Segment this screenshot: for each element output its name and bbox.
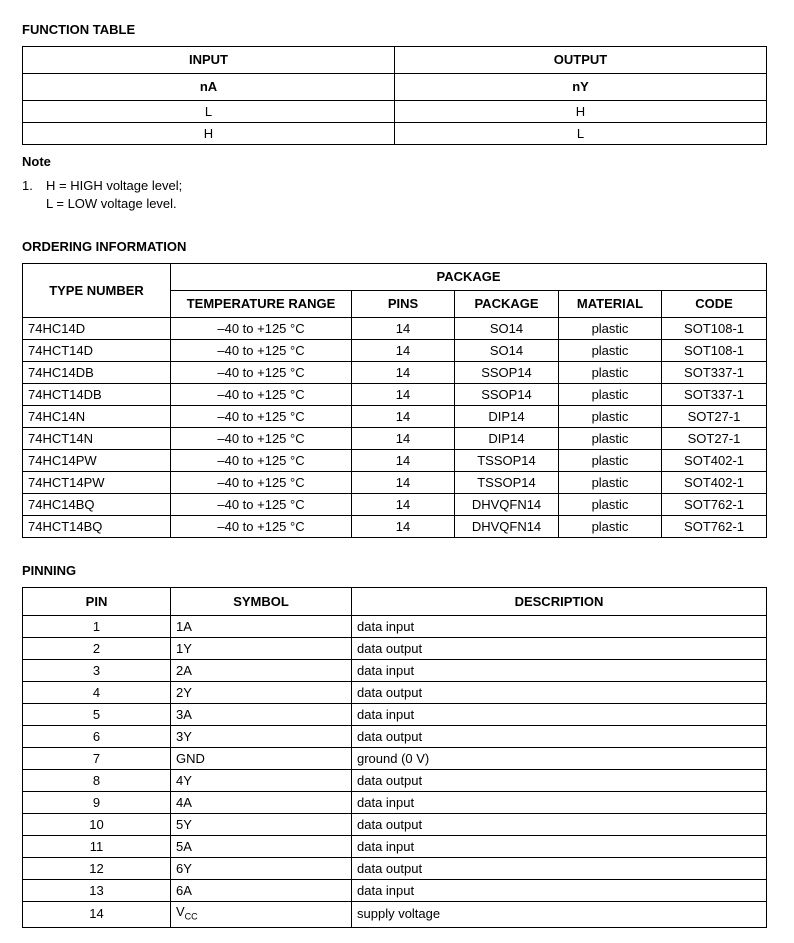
symbol-subscript: CC	[184, 911, 198, 922]
table-cell: 10	[23, 814, 171, 836]
description-header: DESCRIPTION	[352, 588, 767, 616]
table-cell: 14	[352, 384, 455, 406]
table-row	[23, 616, 767, 638]
table-row	[23, 748, 767, 770]
table-cell: data input	[352, 660, 767, 682]
table-cell: data input	[352, 836, 767, 858]
table-row	[23, 318, 767, 340]
function-table-header-output: OUTPUT	[395, 47, 767, 74]
table-row	[23, 638, 767, 660]
table-cell: 14	[352, 516, 455, 538]
table-cell: 74HCT14PW	[23, 472, 171, 494]
table-cell: 8	[23, 770, 171, 792]
function-table-subheader-input: nA	[23, 74, 395, 101]
table-row	[23, 726, 767, 748]
table-cell: 14	[352, 362, 455, 384]
table-cell: 74HC14BQ	[23, 494, 171, 516]
table-cell: supply voltage	[352, 902, 767, 928]
pin-header: PIN	[23, 588, 171, 616]
table-cell: data output	[352, 682, 767, 704]
table-cell: L	[395, 123, 767, 145]
table-cell: plastic	[559, 318, 662, 340]
table-row	[23, 836, 767, 858]
table-cell: 6A	[171, 880, 352, 902]
table-cell: –40 to +125 °C	[171, 494, 352, 516]
table-cell: 14	[352, 318, 455, 340]
table-cell: SOT337-1	[662, 384, 767, 406]
pinning-table	[22, 587, 767, 928]
table-row	[23, 101, 767, 123]
table-cell: SOT108-1	[662, 340, 767, 362]
table-cell: 14	[352, 340, 455, 362]
pinning-title: PINNING	[22, 563, 77, 578]
table-cell: SOT762-1	[662, 516, 767, 538]
table-cell: TSSOP14	[455, 472, 559, 494]
table-cell: –40 to +125 °C	[171, 450, 352, 472]
table-cell: –40 to +125 °C	[171, 428, 352, 450]
table-cell: 74HCT14N	[23, 428, 171, 450]
table-cell: 74HC14DB	[23, 362, 171, 384]
note-list	[22, 177, 182, 213]
table-cell: 6	[23, 726, 171, 748]
table-cell: data input	[352, 880, 767, 902]
table-row	[23, 814, 767, 836]
table-cell: 74HC14D	[23, 318, 171, 340]
table-cell: 5A	[171, 836, 352, 858]
table-cell: 2Y	[171, 682, 352, 704]
table-cell: plastic	[559, 516, 662, 538]
ordering-table	[22, 263, 767, 538]
table-cell: –40 to +125 °C	[171, 362, 352, 384]
table-row	[23, 770, 767, 792]
table-row	[23, 494, 767, 516]
table-cell: SSOP14	[455, 362, 559, 384]
table-cell: H	[395, 101, 767, 123]
table-cell: 11	[23, 836, 171, 858]
table-cell: 3Y	[171, 726, 352, 748]
table-cell: SOT402-1	[662, 450, 767, 472]
table-cell: 1Y	[171, 638, 352, 660]
package-header: PACKAGE	[455, 291, 559, 318]
table-cell: 2	[23, 638, 171, 660]
table-cell: data output	[352, 638, 767, 660]
table-cell: plastic	[559, 340, 662, 362]
table-row	[23, 704, 767, 726]
table-cell: SOT402-1	[662, 472, 767, 494]
table-cell: 74HC14PW	[23, 450, 171, 472]
note-number: 1.	[22, 178, 33, 193]
table-row	[23, 472, 767, 494]
table-cell: plastic	[559, 362, 662, 384]
table-cell: DHVQFN14	[455, 494, 559, 516]
table-cell: 14	[352, 494, 455, 516]
table-cell: –40 to +125 °C	[171, 516, 352, 538]
table-cell: DIP14	[455, 406, 559, 428]
table-row	[23, 902, 767, 928]
table-row	[23, 340, 767, 362]
table-cell: GND	[171, 748, 352, 770]
table-row	[23, 123, 767, 145]
table-row	[23, 516, 767, 538]
table-cell: SOT108-1	[662, 318, 767, 340]
table-cell: 74HCT14BQ	[23, 516, 171, 538]
table-cell: 1A	[171, 616, 352, 638]
table-cell: SOT27-1	[662, 406, 767, 428]
table-cell: data input	[352, 704, 767, 726]
table-cell: DHVQFN14	[455, 516, 559, 538]
code-header: CODE	[662, 291, 767, 318]
table-cell: H	[23, 123, 395, 145]
table-cell: 14	[352, 428, 455, 450]
table-cell: –40 to +125 °C	[171, 340, 352, 362]
table-cell: 2A	[171, 660, 352, 682]
table-cell: 4A	[171, 792, 352, 814]
function-table-header-input: INPUT	[23, 47, 395, 74]
table-row	[23, 880, 767, 902]
table-cell: L	[23, 101, 395, 123]
table-cell: –40 to +125 °C	[171, 472, 352, 494]
symbol-header: SYMBOL	[171, 588, 352, 616]
ordering-title: ORDERING INFORMATION	[22, 239, 187, 254]
table-cell: 74HCT14DB	[23, 384, 171, 406]
table-cell: 7	[23, 748, 171, 770]
table-row	[23, 682, 767, 704]
note-line-1: H = HIGH voltage level;	[46, 178, 183, 193]
table-row	[23, 660, 767, 682]
table-cell: data output	[352, 858, 767, 880]
table-cell: 4	[23, 682, 171, 704]
note-line-2: L = LOW voltage level.	[46, 196, 177, 211]
table-cell: SOT337-1	[662, 362, 767, 384]
table-cell: SOT762-1	[662, 494, 767, 516]
table-cell: data input	[352, 616, 767, 638]
table-cell: 3A	[171, 704, 352, 726]
table-cell: 13	[23, 880, 171, 902]
function-table-subheader-output: nY	[395, 74, 767, 101]
table-row	[23, 384, 767, 406]
table-cell: 9	[23, 792, 171, 814]
table-cell: 3	[23, 660, 171, 682]
type-number-header: TYPE NUMBER	[23, 264, 171, 318]
table-cell: 5	[23, 704, 171, 726]
table-cell: SSOP14	[455, 384, 559, 406]
table-cell: –40 to +125 °C	[171, 406, 352, 428]
table-row	[23, 362, 767, 384]
material-header: MATERIAL	[559, 291, 662, 318]
table-row	[23, 792, 767, 814]
table-cell: SO14	[455, 318, 559, 340]
table-cell: plastic	[559, 450, 662, 472]
temperature-range-header: TEMPERATURE RANGE	[171, 291, 352, 318]
table-cell: plastic	[559, 384, 662, 406]
table-cell: TSSOP14	[455, 450, 559, 472]
table-row	[23, 406, 767, 428]
package-group-header: PACKAGE	[171, 264, 767, 291]
table-cell: 74HC14N	[23, 406, 171, 428]
table-cell: 74HCT14D	[23, 340, 171, 362]
table-cell: 14	[23, 902, 171, 928]
table-row	[23, 428, 767, 450]
table-cell: DIP14	[455, 428, 559, 450]
table-cell: –40 to +125 °C	[171, 318, 352, 340]
table-cell: 6Y	[171, 858, 352, 880]
table-cell: data output	[352, 770, 767, 792]
table-cell: data input	[352, 792, 767, 814]
table-cell	[171, 902, 352, 928]
function-table-title: FUNCTION TABLE	[22, 22, 136, 37]
table-cell: 1	[23, 616, 171, 638]
note-heading: Note	[22, 154, 51, 169]
table-cell: 12	[23, 858, 171, 880]
table-cell: 5Y	[171, 814, 352, 836]
table-cell: data output	[352, 814, 767, 836]
table-row	[23, 450, 767, 472]
table-cell: plastic	[559, 472, 662, 494]
table-cell: data output	[352, 726, 767, 748]
table-cell: 14	[352, 472, 455, 494]
table-cell: 4Y	[171, 770, 352, 792]
pins-header: PINS	[352, 291, 455, 318]
table-cell: plastic	[559, 428, 662, 450]
table-cell: 14	[352, 406, 455, 428]
table-row	[23, 858, 767, 880]
table-cell: SO14	[455, 340, 559, 362]
function-table	[22, 46, 767, 145]
table-cell: ground (0 V)	[352, 748, 767, 770]
table-cell: plastic	[559, 406, 662, 428]
table-cell: 14	[352, 450, 455, 472]
table-cell: –40 to +125 °C	[171, 384, 352, 406]
table-cell: SOT27-1	[662, 428, 767, 450]
symbol-text: V	[176, 904, 185, 919]
table-cell: plastic	[559, 494, 662, 516]
